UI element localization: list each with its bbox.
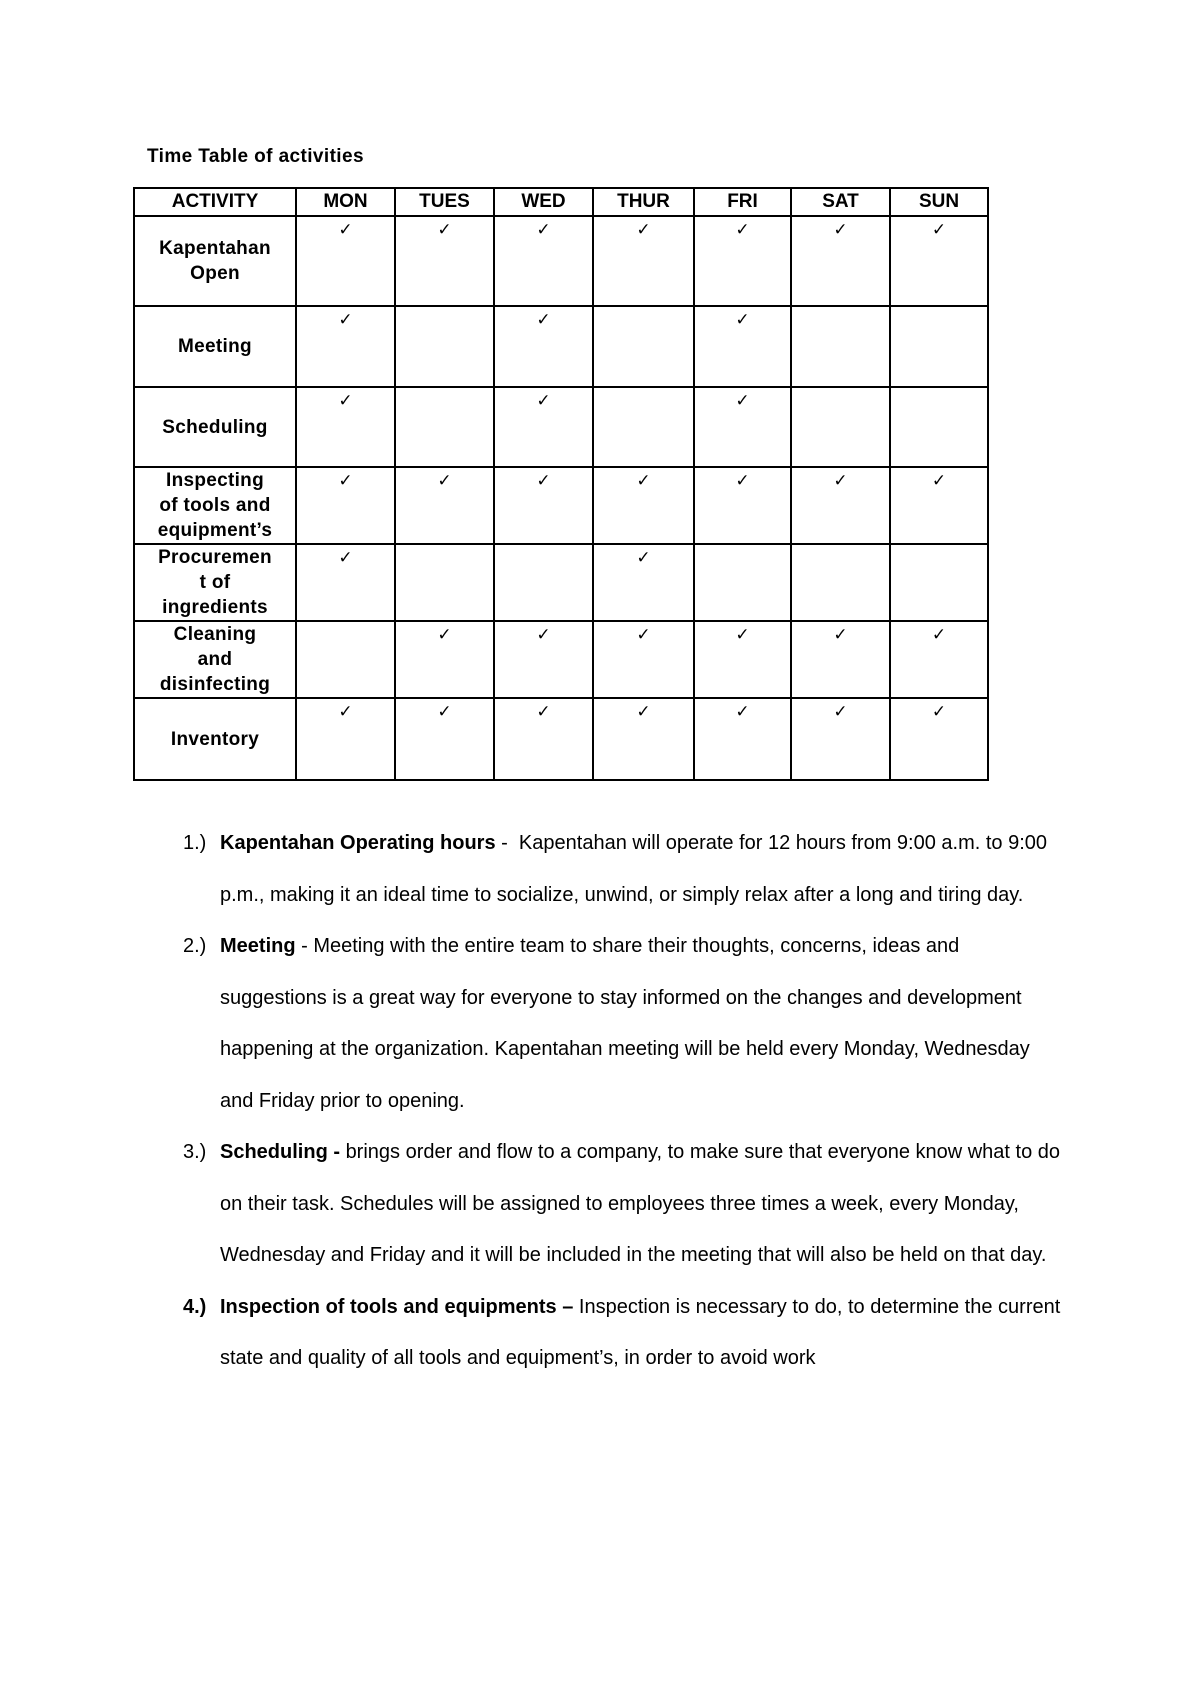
note-item <box>176 1127 1066 1282</box>
day-cell-thur <box>593 544 694 621</box>
page-title: Time Table of activities <box>147 146 364 167</box>
day-cell-tues <box>395 698 494 780</box>
day-cell-tues <box>395 216 494 306</box>
activity-label: Meeting <box>134 306 296 387</box>
note-number: 3.) <box>183 1141 207 1163</box>
table-row <box>134 698 988 780</box>
note-text: Kapentahan will operate for 12 hours from 9:00 a.m. to 9:00 p.m., making it an ideal time to socialize, unwind, or simply relax after a long and tiring day. <box>220 832 1048 906</box>
checkmark-icon: ✓ <box>338 548 353 568</box>
activity-label: Procuremen t of ingredients <box>134 544 296 621</box>
activity-label: Inventory <box>134 698 296 780</box>
day-cell-sun <box>890 216 988 306</box>
note-item <box>176 1282 1066 1385</box>
day-cell-thur <box>593 467 694 544</box>
activity-label: Kapentahan Open <box>134 216 296 306</box>
day-cell-sat <box>791 698 890 780</box>
checkmark-icon: ✓ <box>338 310 353 330</box>
activity-label: Scheduling <box>134 387 296 467</box>
table-row <box>134 621 988 698</box>
checkmark-icon: ✓ <box>536 625 551 645</box>
checkmark-icon: ✓ <box>636 702 651 722</box>
note-number: 4.) <box>183 1295 207 1318</box>
day-cell-wed <box>494 698 593 780</box>
day-cell-sun <box>890 387 988 467</box>
day-cell-fri <box>694 306 791 387</box>
note-term: Meeting <box>220 935 296 957</box>
checkmark-icon: ✓ <box>833 625 848 645</box>
day-cell-sat <box>791 467 890 544</box>
table-header-row <box>134 188 988 216</box>
day-cell-thur <box>593 387 694 467</box>
checkmark-icon: ✓ <box>735 220 750 240</box>
activity-notes-list <box>176 818 1066 1385</box>
day-cell-fri <box>694 216 791 306</box>
day-cell-mon <box>296 216 395 306</box>
checkmark-icon: ✓ <box>931 220 947 240</box>
note-item <box>176 921 1066 1127</box>
checkmark-icon: ✓ <box>931 625 947 645</box>
checkmark-icon: ✓ <box>735 391 750 411</box>
column-header-sat: SAT <box>791 188 890 216</box>
day-cell-tues <box>395 621 494 698</box>
day-cell-mon <box>296 387 395 467</box>
table-row <box>134 544 988 621</box>
checkmark-icon: ✓ <box>636 220 651 240</box>
day-cell-thur <box>593 306 694 387</box>
checkmark-icon: ✓ <box>338 220 353 240</box>
note-item <box>176 818 1066 921</box>
note-term: Scheduling - <box>220 1141 340 1163</box>
day-cell-thur <box>593 698 694 780</box>
checkmark-icon: ✓ <box>536 702 551 722</box>
timetable-body <box>134 216 988 780</box>
day-cell-mon <box>296 306 395 387</box>
checkmark-icon: ✓ <box>931 471 947 491</box>
day-cell-sat <box>791 387 890 467</box>
column-header-sun: SUN <box>890 188 988 216</box>
checkmark-icon: ✓ <box>338 471 353 491</box>
checkmark-icon: ✓ <box>437 471 452 491</box>
day-cell-sun <box>890 621 988 698</box>
column-header-thur: THUR <box>593 188 694 216</box>
column-header-tues: TUES <box>395 188 494 216</box>
checkmark-icon: ✓ <box>636 625 651 645</box>
checkmark-icon: ✓ <box>735 310 750 330</box>
day-cell-tues <box>395 544 494 621</box>
checkmark-icon: ✓ <box>833 220 848 240</box>
note-term: Kapentahan Operating hours <box>220 832 496 854</box>
day-cell-mon <box>296 621 395 698</box>
column-header-activity: ACTIVITY <box>134 188 296 216</box>
day-cell-sat <box>791 216 890 306</box>
day-cell-tues <box>395 387 494 467</box>
checkmark-icon: ✓ <box>833 702 848 722</box>
day-cell-mon <box>296 544 395 621</box>
day-cell-thur <box>593 621 694 698</box>
checkmark-icon: ✓ <box>833 471 848 491</box>
checkmark-icon: ✓ <box>735 471 750 491</box>
activity-timetable <box>133 187 989 781</box>
day-cell-wed <box>494 621 593 698</box>
day-cell-mon <box>296 698 395 780</box>
checkmark-icon: ✓ <box>735 702 750 722</box>
day-cell-thur <box>593 216 694 306</box>
note-separator: - <box>495 832 514 854</box>
day-cell-fri <box>694 698 791 780</box>
day-cell-fri <box>694 621 791 698</box>
day-cell-sat <box>791 621 890 698</box>
day-cell-sat <box>791 306 890 387</box>
table-row <box>134 306 988 387</box>
checkmark-icon: ✓ <box>636 471 651 491</box>
table-row <box>134 467 988 544</box>
column-header-mon: MON <box>296 188 395 216</box>
day-cell-wed <box>494 467 593 544</box>
checkmark-icon: ✓ <box>437 702 452 722</box>
note-text: Meeting with the entire team to share their thoughts, concerns, ideas and suggestions is a great way for everyone to stay informed on the changes and development happening at the organization. Kapentahan meeting will be held every Monday, Wednesday and Friday prior to opening. <box>220 935 1030 1112</box>
column-header-wed: WED <box>494 188 593 216</box>
day-cell-sun <box>890 467 988 544</box>
column-header-fri: FRI <box>694 188 791 216</box>
day-cell-tues <box>395 467 494 544</box>
checkmark-icon: ✓ <box>437 220 452 240</box>
checkmark-icon: ✓ <box>437 625 452 645</box>
note-number: 2.) <box>183 935 207 957</box>
note-text: brings order and flow to a company, to make sure that everyone know what to do on their task. Schedules will be assigned to employees three times a week, every Monday, Wednesday and Friday and it will be included in the meeting that will also be held on that day. <box>220 1141 1061 1266</box>
day-cell-tues <box>395 306 494 387</box>
day-cell-fri <box>694 544 791 621</box>
day-cell-fri <box>694 387 791 467</box>
table-row <box>134 216 988 306</box>
activity-label: Cleaning and disinfecting <box>134 621 296 698</box>
day-cell-wed <box>494 544 593 621</box>
checkmark-icon: ✓ <box>338 391 353 411</box>
checkmark-icon: ✓ <box>338 702 353 722</box>
day-cell-wed <box>494 387 593 467</box>
checkmark-icon: ✓ <box>536 310 551 330</box>
day-cell-wed <box>494 306 593 387</box>
day-cell-sat <box>791 544 890 621</box>
day-cell-sun <box>890 698 988 780</box>
activity-label: Inspecting of tools and equipment’s <box>134 467 296 544</box>
note-term: Inspection of tools and equipments – <box>220 1295 574 1318</box>
table-row <box>134 387 988 467</box>
checkmark-icon: ✓ <box>931 702 947 722</box>
day-cell-wed <box>494 216 593 306</box>
note-number: 1.) <box>183 832 207 854</box>
day-cell-fri <box>694 467 791 544</box>
checkmark-icon: ✓ <box>536 471 551 491</box>
checkmark-icon: ✓ <box>735 625 750 645</box>
checkmark-icon: ✓ <box>636 548 651 568</box>
day-cell-sun <box>890 544 988 621</box>
checkmark-icon: ✓ <box>536 220 551 240</box>
checkmark-icon: ✓ <box>536 391 551 411</box>
note-separator: - <box>295 935 314 957</box>
day-cell-mon <box>296 467 395 544</box>
day-cell-sun <box>890 306 988 387</box>
note-text: Inspection is necessary to do, to determine the current state and quality of all tools and equipment’s, in order to avoid work <box>220 1295 1061 1369</box>
